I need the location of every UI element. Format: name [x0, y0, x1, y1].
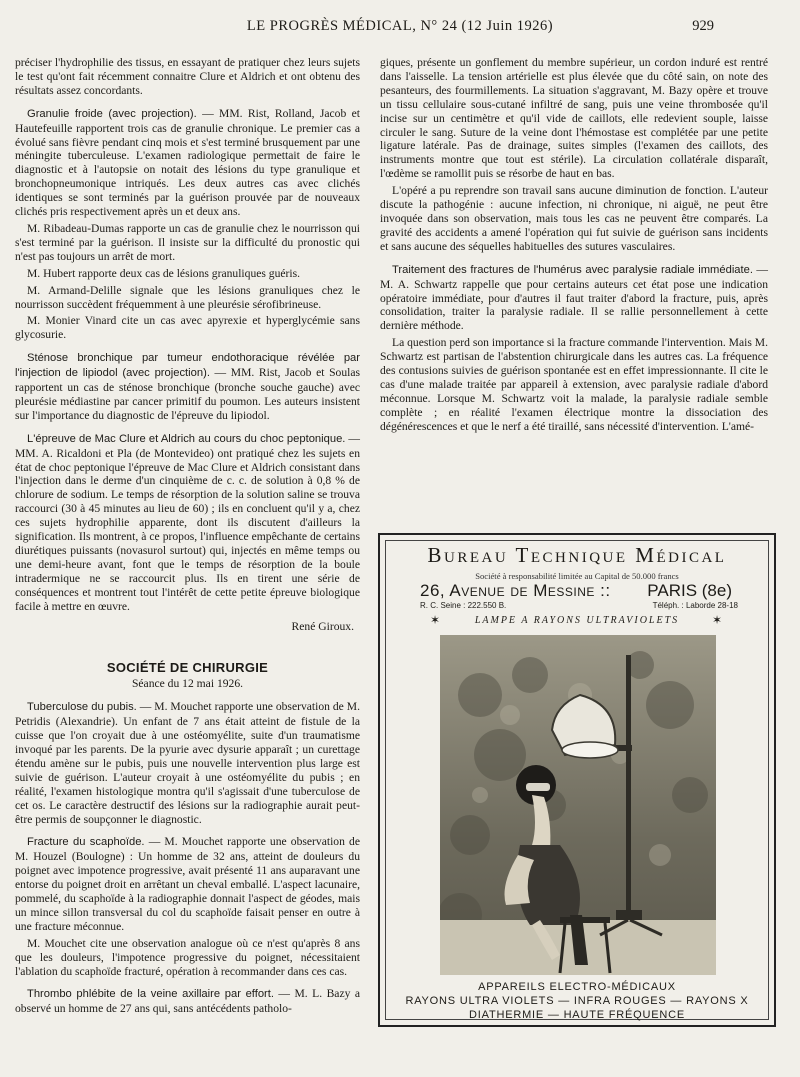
left-column	[15, 56, 360, 1019]
epreuve-text: — MM. A. Ricaldoni et Pla (de Montevideo) ont pratiqué chez les sujets en état de choc peptonique l'épreuve de Mac Clure et Aldrich consistant dans l'injection dans le derme d'un cinquième de c. c. de solution à 0,8 % de chlorure de sodium. Le temps de résorption de la solution saline se trouva raccourci (30 à 45 minutes au lieu de 60) ; ils en concluent qu'il y a, chez ces sujets hydrophilie apparente, dont ils discutent d'ailleurs la signification. Ils montrent, à ce propos, l'influence empêchante de certains diurétiques puissants (novasurol surtout) qui, injectés en même temps ou une demi-heure avant, font que le temps de résorption de la boule intradermique ne se raccourcit plus. Ils en tirent une série de conséquences et montrent tout l'intérêt de cette petite épreuve biologique facile à mettre en œuvre.	[15, 431, 360, 613]
stenose-heading: Sténose bronchique par tumeur endothoracique révélée par l'injection de lipiodol (avec projection).	[15, 352, 360, 380]
ad-city: PARIS (8e)	[647, 581, 732, 600]
traitement-paragraph	[380, 263, 768, 334]
ribadeau-paragraph: M. Ribadeau-Dumas rapporte un cas de granulie chez le nourrisson qui s'est terminé par la guérison. Il insiste sur la difficulté du pronostic qui n'est pas toujours un arrêt de mort.	[15, 221, 360, 263]
opere-paragraph: L'opéré a pu reprendre son travail sans aucune diminution de fonction. L'auteur discute la pathogénie : aucune infection, ni chronique, ni aiguë, ne peut être invoquée dans son observation, mais tous les cas ne peuvent être comparés. La gravité des accidents a amené l'opération qui fut suivie de guérison sans incidents et sans aucune des séquelles habituelles des sutures vasculaires.	[380, 184, 768, 253]
ad-footer-line-1: APPAREILS ELECTRO-MÉDICAUX	[478, 981, 676, 993]
thrombo-paragraph	[15, 987, 360, 1016]
epreuve-paragraph	[15, 432, 360, 614]
granulie-heading: Granulie froide (avec projection).	[27, 107, 197, 120]
tuberculose-heading: Tuberculose du pubis.	[27, 701, 137, 714]
advertisement	[378, 533, 776, 1027]
traitement-heading: Traitement des fractures de l'humérus avec paralysie radiale immédiate.	[392, 263, 753, 276]
tuberculose-text: — M. Mouchet rapporte une observation de M. Petridis (Alexandrie). Un enfant de 7 ans était atteint de fistule de la cuisse que l'on croyait due à une ostéomyélite, suite d'un traumatisme invoqué par les parents. De la pyurie avec dysurie apparaît ; un curettage étendu amène sur le pubis, puis une nouvelle intervention plus large est suivie de guérison. L'auteur croyait à une ostéomyélite du pubis ; en réalité, l'examen histologique montra qu'il s'agissait d'une tuberculose de cet os. Le caractère destructif des lésions sur la radiographie aurait peut-être permis de soupçonner le diagnostic.	[15, 700, 360, 826]
armand-paragraph: M. Armand-Delille signale que les lésions granuliques chez le nourrisson succèdent fréquemment à une pleurésie sérofibrineuse.	[15, 283, 360, 311]
ad-address: 26, Avenue de Messine ::	[420, 581, 611, 600]
fracture-heading: Fracture du scaphoïde.	[27, 836, 145, 849]
fracture-text: — M. Mouchet rapporte une observation de M. Houzel (Boulogne) : Un homme de 32 ans, atteint de douleurs du poignet avec impotence progressive, avait présenté 11 ans auparavant une entorse du poignet droit en arrêtant un cheval emballé. L'aspect lacunaire, pommelé, du scaphoïde à la radiographie donnait l'aspect de géodes, mais un mince sillon transversal du col du scaphoïde faisait penser en outre à une fracture méconnue.	[15, 835, 360, 933]
traitement-text: — M. A. Schwartz rappelle que pour certains auteurs cet état pose une indication opératoire immédiate, pour d'autres il faut traiter d'abord la fracture, puis, après consolidation, traiter la paralysie radiale. Il se rallie personnellement à cette dernière méthode.	[380, 262, 768, 333]
ad-photo-uv-lamp	[440, 635, 716, 975]
stenose-paragraph	[15, 351, 360, 423]
thrombo-heading: Thrombo phlébite de la veine axillaire par effort.	[27, 988, 274, 1001]
opening-paragraph: préciser l'hydrophilie des tissus, en essayant de pratiquer chez leurs sujets le test qu'ont fait récemment connaitre Clure et Aldrich et ont obtenu des résultats assez concordants.	[15, 56, 360, 97]
epreuve-heading: L'épreuve de Mac Clure et Aldrich au cours du choc peptonique.	[27, 432, 346, 445]
section-date: Séance du 12 mai 1926.	[131, 677, 244, 691]
thrombo-text: — M. L. Bazy a observé un homme de 27 ans qui, sans antécédents patholo-	[15, 987, 360, 1016]
star-icon: ✶	[711, 613, 724, 627]
journal-title: LE PROGRÈS MÉDICAL, N° 24 (12 Juin 1926)	[246, 18, 554, 34]
question-paragraph: La question perd son importance si la fracture commande l'intervention. Mais M. Schwartz est partisan de l'abstention chirurgicale dans les autres cas. La fréquence des contusions suivies de guérison spontanée est en effet impressionnante. Il cite le cas d'une malade traitée par appareil à extension, avec paralysie radiale d'abord méconnue. Lorsque M. Schwartz voit la malade, la paralysie radiale semble complète ; en réalité l'examen électrique montre la dissociation des dégénérescences et que le nerf a été tiraillé, sans nécessité d'intervention. L'amé-	[380, 336, 768, 433]
granulie-paragraph	[15, 107, 360, 219]
vinard-paragraph: M. Monier Vinard cite un cas avec apyrexie et hyperglycémie sans glycosurie.	[15, 314, 360, 342]
hubert-paragraph: M. Hubert rapporte deux cas de lésions granuliques guéris.	[27, 266, 301, 280]
tuberculose-paragraph	[15, 700, 360, 826]
author-signature: René Giroux.	[291, 619, 354, 633]
bazy-continuation: giques, présente un gonflement du membre supérieur, un cordon induré est rentré dans l'aisselle. La tension artérielle est plus élevée que du côté sain, on note des pesanteurs, des fourmillements. La situation s'aggravant, M. Bazy opère et trouve un tissu cellulaire sous-cutané infiltré de sang, puis une veine thrombosée qu'il incise sur un centimètre et qu'il vide de caillots, elle redevient souple, laisse circuler le sang. Suture de la veine dont l'hémostase est complétée par une petite ligature latérale. Pas de drainage, suites simples (l'examen des caillots, des instruments montre que tout est stérile). La circulation collatérale disparaît, l'œdème se ramollit puis se résorbe de haut en bas.	[380, 56, 768, 181]
stenose-text: — MM. Rist, Jacob et Soulas rapportent un cas de sténose bronchique (bronche souche gauche) avec pleurésie médiastine par cancer primitif du poumon. Les auteurs insistent sur l'importance du diagnostic de l'épreuve du lipiodol.	[15, 366, 360, 422]
mouchet-paragraph: M. Mouchet cite une observation analogue où ce n'est qu'après 8 ans que les douleurs, l'impotence progressive du poignet, nécessitaient l'ablation du scaphoïde fracturé, opération à recommander dans ces cas.	[15, 936, 360, 978]
ad-product-line	[380, 615, 774, 626]
ad-company-name: Bureau Technique Médical	[427, 543, 727, 567]
section-title: SOCIÉTÉ DE CHIRURGIE	[106, 660, 269, 676]
uv-lamp-illustration	[440, 635, 716, 975]
ad-product-name: LAMPE A RAYONS ULTRAVIOLETS	[474, 615, 680, 626]
ad-footer-line-3: DIATHERMIE — HAUTE FRÉQUENCE	[469, 1009, 685, 1021]
ad-company-status: Société à responsabilité limitée au Capital de 50.000 francs	[475, 571, 679, 581]
ad-phone: Téléph. : Laborde 28-18	[652, 601, 738, 610]
ad-footer-line-2: RAYONS ULTRA VIOLETS — INFRA ROUGES — RAYONS X	[405, 995, 749, 1007]
fracture-paragraph	[15, 835, 360, 933]
page-number: 929	[692, 18, 714, 34]
right-column	[380, 56, 768, 437]
page-header	[0, 18, 800, 42]
ad-registration: R. C. Seine : 222.550 B.	[420, 601, 507, 610]
granulie-text: — MM. Rist, Rolland, Jacob et Hautefeuille rapportent trois cas de granulie chronique. Le premier cas a évolué sans fièvre pendant cinq mois et s'est terminé brusquement par une méningite tuberculeuse. L'examen radiologique permettait de faire le diagnostic et à l'autopsie on notait des lésions du type granulique et bronchopneumonique intriqués. Les deux autres cas avec clichés identiques se sont terminés par la guérison prouvée par de nouveaux clichés pris respectivement après un et deux ans.	[15, 106, 361, 219]
star-icon: ✶	[430, 613, 443, 627]
